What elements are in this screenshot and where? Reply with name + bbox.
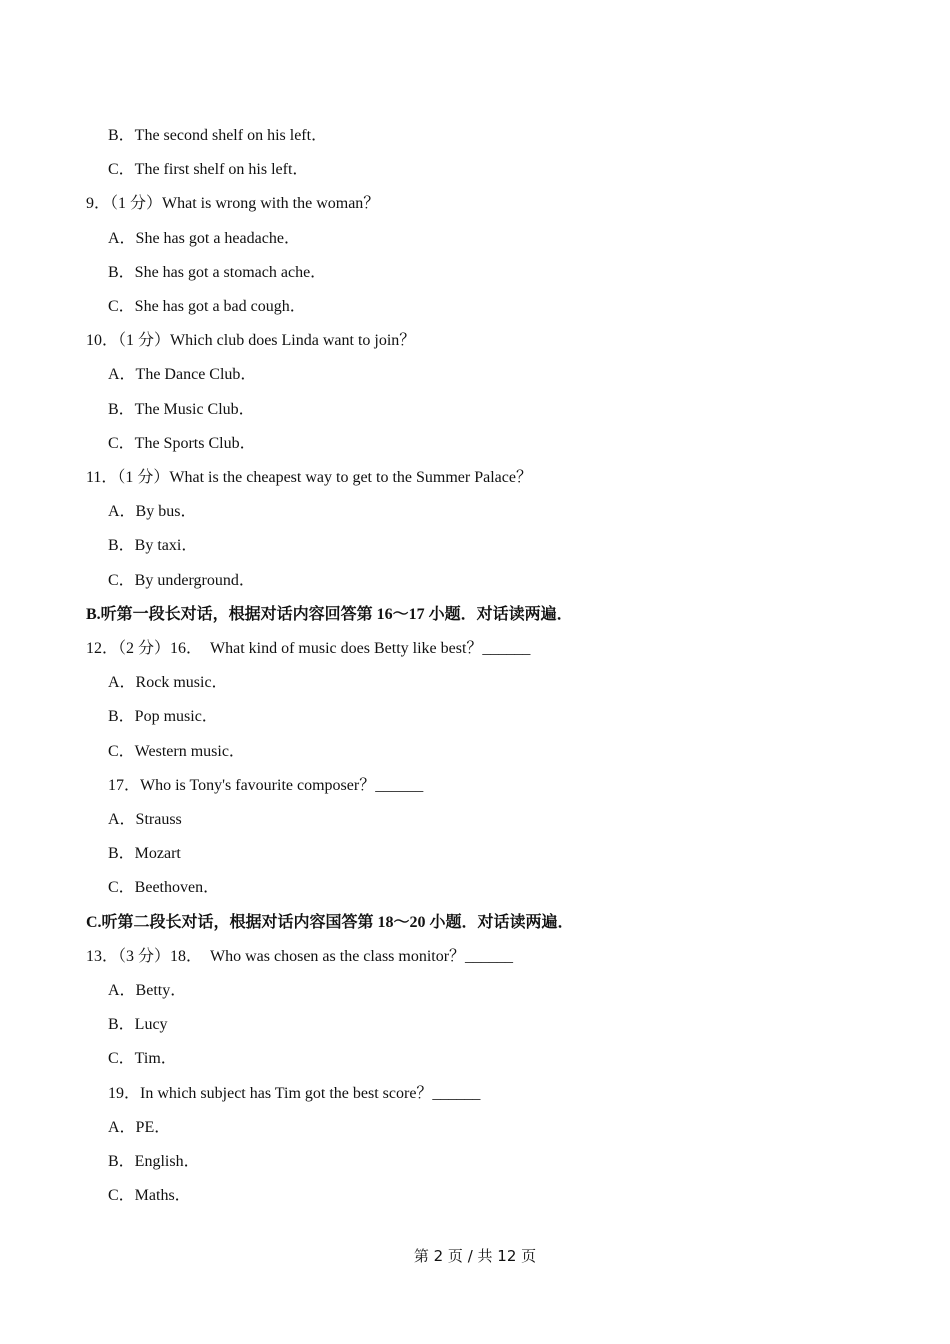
question-line: 11．（1 分）What is the cheapest way to get to the Summer Palace？ (86, 469, 532, 486)
option-line: C．Maths． (108, 1187, 191, 1204)
option-line: B．Mozart (108, 845, 181, 862)
option-line: B．Lucy (108, 1016, 168, 1033)
option-line: B．English． (108, 1153, 200, 1170)
option-line: 17．Who is Tony's favourite composer？______ (108, 777, 424, 794)
option-line: C．The Sports Club． (108, 435, 256, 452)
option-line: B．Pop music． (108, 708, 218, 725)
option-line: B．By taxi． (108, 537, 198, 554)
option-line: A．PE． (108, 1119, 171, 1136)
question-line: 12．（2 分）16． What kind of music does Betty like best？______ (86, 640, 531, 657)
page-number-footer: 第 2 页 / 共 12 页 (413, 1247, 537, 1265)
option-line: C．The first shelf on his left． (108, 161, 309, 178)
option-line: B．The second shelf on his left． (108, 127, 328, 144)
option-line: A．By bus． (108, 503, 197, 520)
question-line: 10．（1 分）Which club does Linda want to join？ (86, 332, 416, 349)
option-line: A．She has got a headache． (108, 230, 300, 247)
section-heading: B.听第一段长对话，根据对话内容回答第 16～17 小题．对话读两遍． (86, 606, 573, 623)
option-line: B．The Music Club． (108, 401, 255, 418)
option-line: C．Western music． (108, 743, 245, 760)
question-line: 13．（3 分）18． Who was chosen as the class monitor？______ (86, 948, 514, 965)
option-line: C．Beethoven． (108, 879, 220, 896)
option-line: A．Betty． (108, 982, 187, 999)
option-line: C．By underground． (108, 572, 255, 589)
option-line: C．Tim． (108, 1050, 177, 1067)
option-line: B．She has got a stomach ache． (108, 264, 327, 281)
option-line: A．The Dance Club． (108, 366, 257, 383)
question-line: 9．（1 分）What is wrong with the woman？ (86, 195, 380, 212)
section-heading: C.听第二段长对话，根据对话内容国答第 18～20 小题．对话读两遍． (86, 914, 574, 931)
option-line: C．She has got a bad cough． (108, 298, 306, 315)
option-line: 19．In which subject has Tim got the best score？______ (108, 1085, 481, 1102)
option-line: A．Strauss (108, 811, 182, 828)
option-line: A．Rock music． (108, 674, 228, 691)
